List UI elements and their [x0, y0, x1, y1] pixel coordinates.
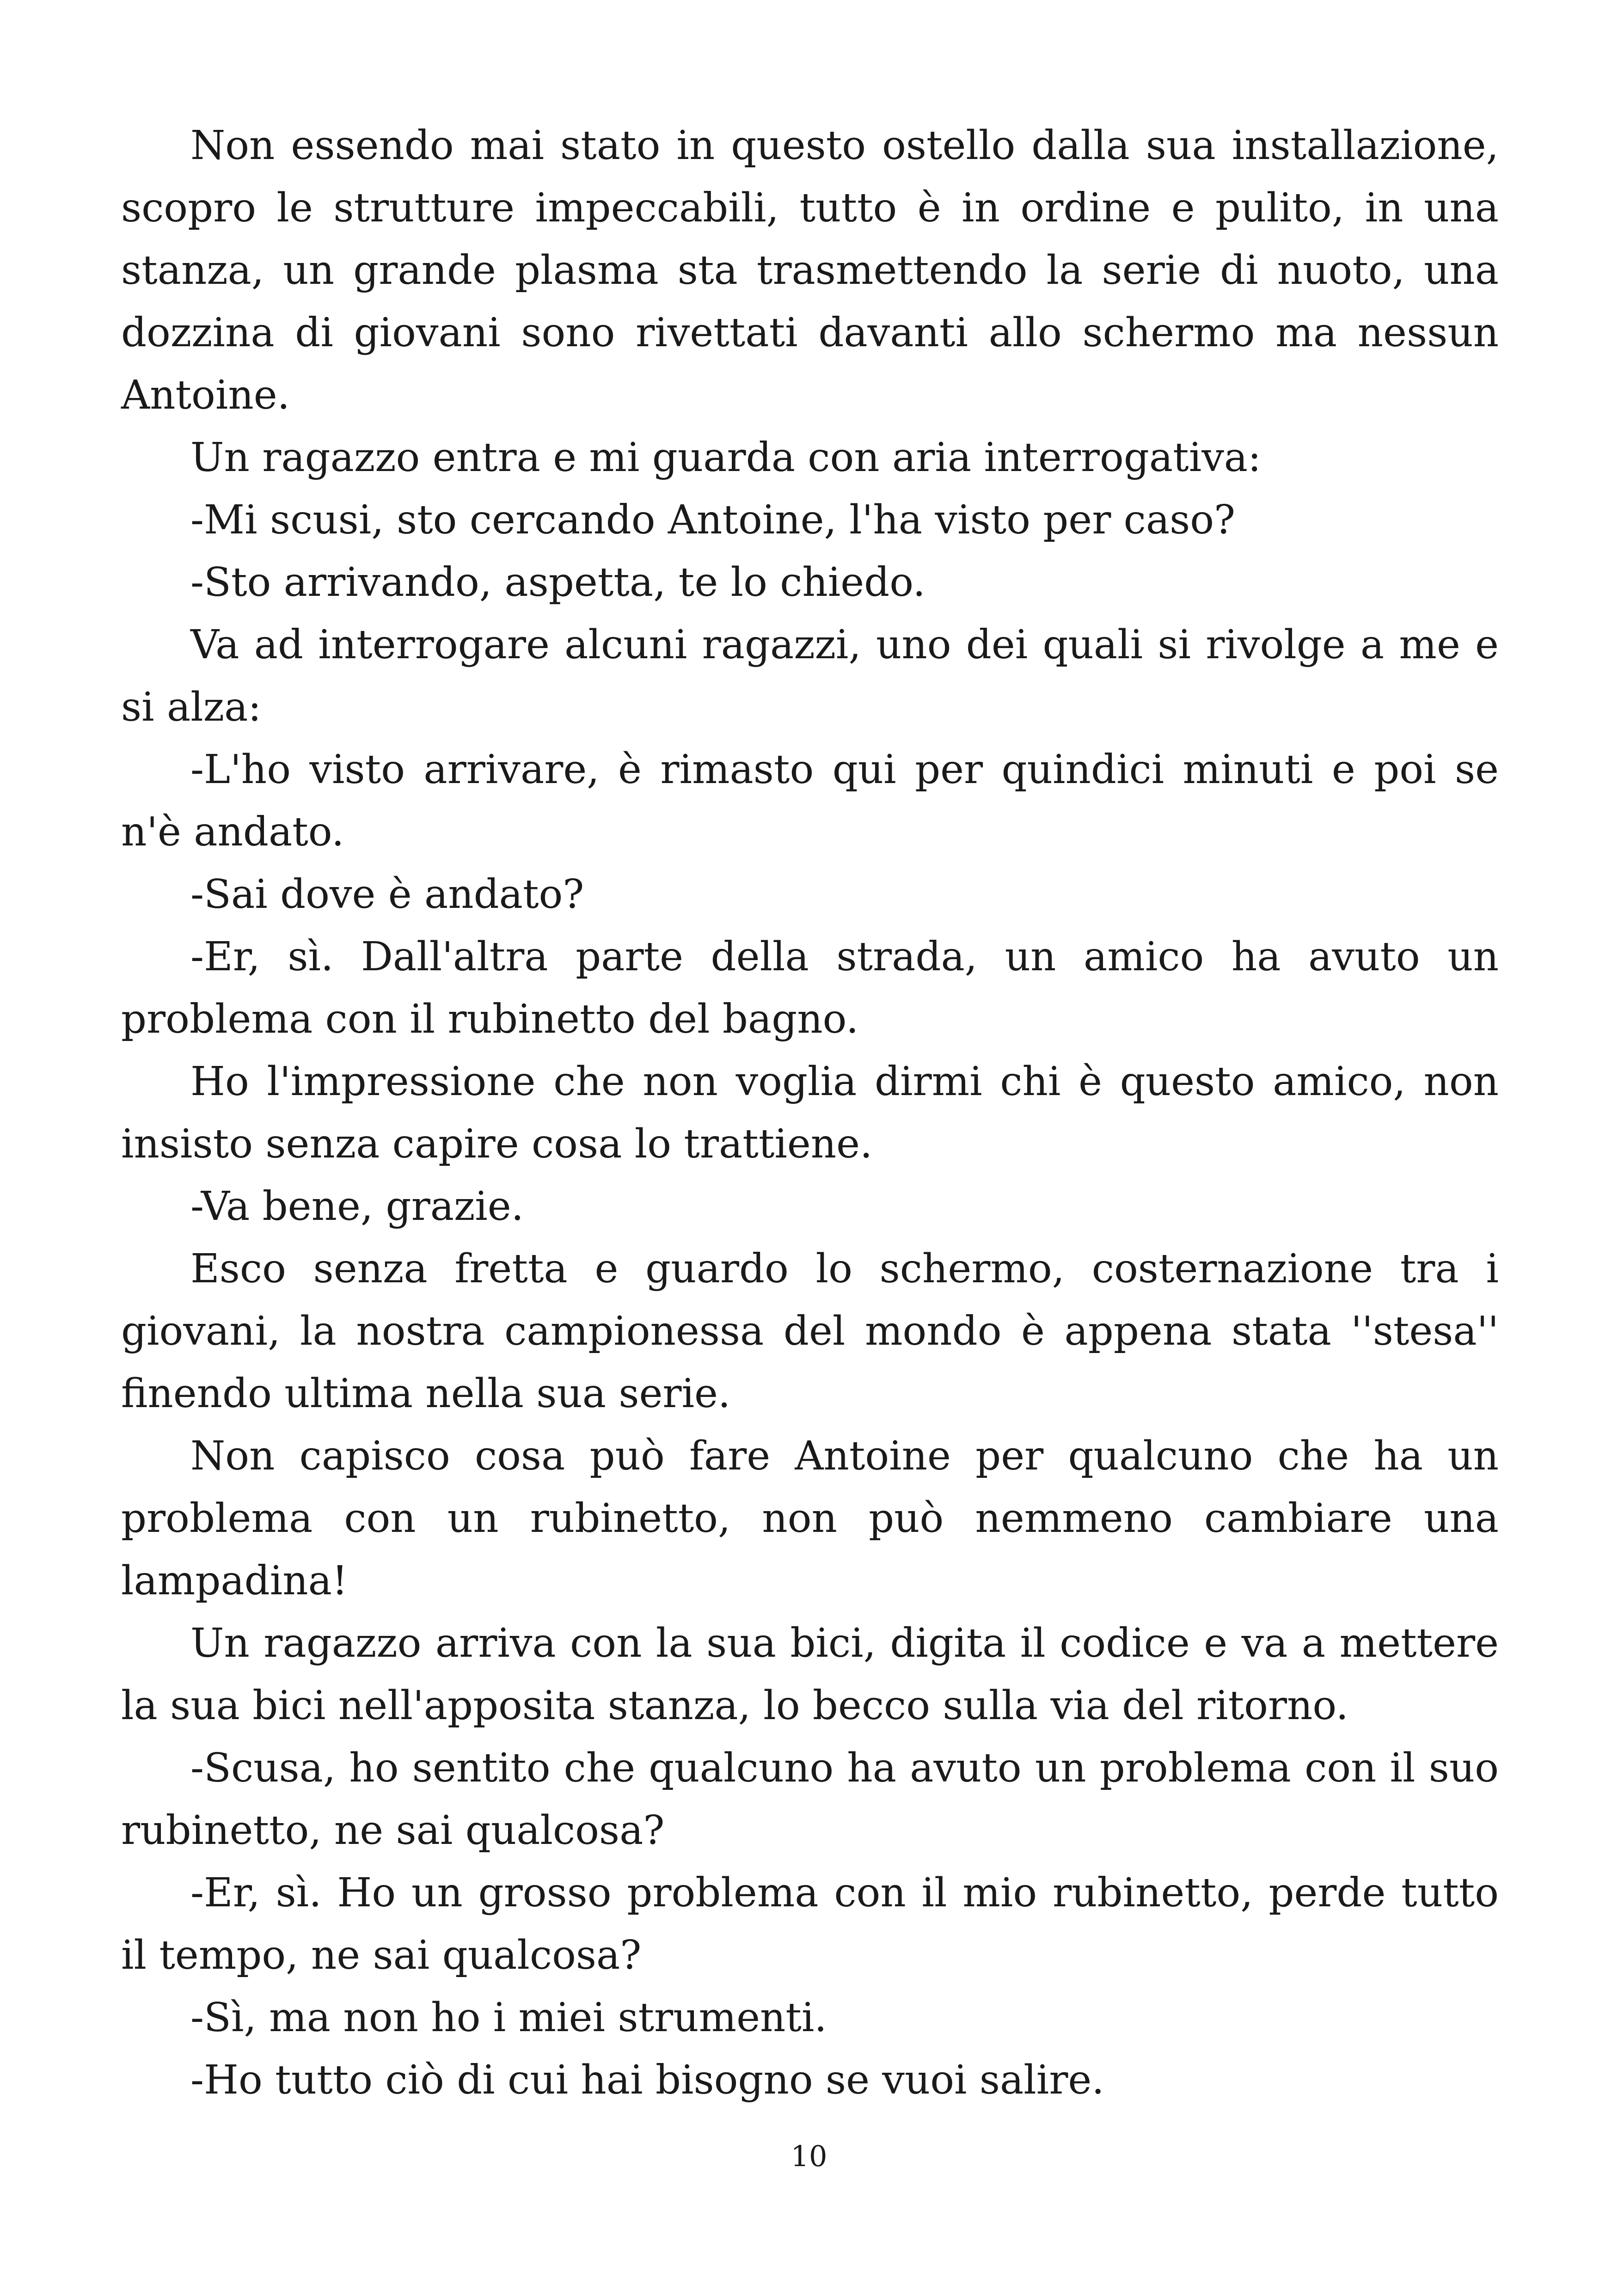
- paragraph: Non essendo mai stato in questo ostello dalla sua installazione, scopro le strutture impeccabili, tutto è in ordine e pulito, in una stanza, un grande plasma sta trasmettendo la serie di nuoto, una dozzina di giovani sono rivettati davanti allo schermo ma nessun Antoine.: [121, 122, 1499, 418]
- paragraph: -Ho tutto ciò di cui hai bisogno se vuoi salire.: [190, 2057, 1104, 2103]
- paragraph: -Sai dove è andato?: [190, 871, 584, 918]
- paragraph: Non capisco cosa può fare Antoine per qualcuno che ha un problema con un rubinetto, non può nemmeno cambiare una lampadina!: [121, 1433, 1499, 1604]
- paragraph: Esco senza fretta e guardo lo schermo, costernazione tra i giovani, la nostra campionessa del mondo è appena stata ''stesa'' finendo ultima nella sua serie.: [121, 1246, 1499, 1417]
- paragraph: -Sì, ma non ho i miei strumenti.: [190, 1995, 827, 2041]
- paragraph: -Er, sì. Ho un grosso problema con il mio rubinetto, perde tutto il tempo, ne sai qualcosa?: [121, 1870, 1499, 1978]
- paragraph: Va ad interrogare alcuni ragazzi, uno dei quali si rivolge a me e si alza:: [121, 622, 1499, 730]
- paragraph: Ho l'impressione che non voglia dirmi chi è questo amico, non insisto senza capire cosa lo trattiene.: [121, 1059, 1499, 1167]
- paragraph: -L'ho visto arrivare, è rimasto qui per quindici minuti e poi se n'è andato.: [121, 747, 1499, 855]
- paragraph: -Scusa, ho sentito che qualcuno ha avuto un problema con il suo rubinetto, ne sai qualcosa?: [121, 1745, 1499, 1854]
- paragraph: -Er, sì. Dall'altra parte della strada, un amico ha avuto un problema con il rubinetto del bagno.: [121, 934, 1499, 1042]
- paragraph: -Sto arrivando, aspetta, te lo chiedo.: [190, 559, 925, 606]
- paragraph: -Va bene, grazie.: [190, 1183, 524, 1230]
- page-body: [121, 115, 1499, 2112]
- paragraph: Un ragazzo entra e mi guarda con aria interrogativa:: [190, 435, 1262, 481]
- page-number: 10: [791, 2139, 827, 2173]
- paragraph: Un ragazzo arriva con la sua bici, digita il codice e va a mettere la sua bici nell'apposita stanza, lo becco sulla via del ritorno.: [121, 1620, 1499, 1729]
- paragraph: -Mi scusi, sto cercando Antoine, l'ha visto per caso?: [190, 497, 1236, 543]
